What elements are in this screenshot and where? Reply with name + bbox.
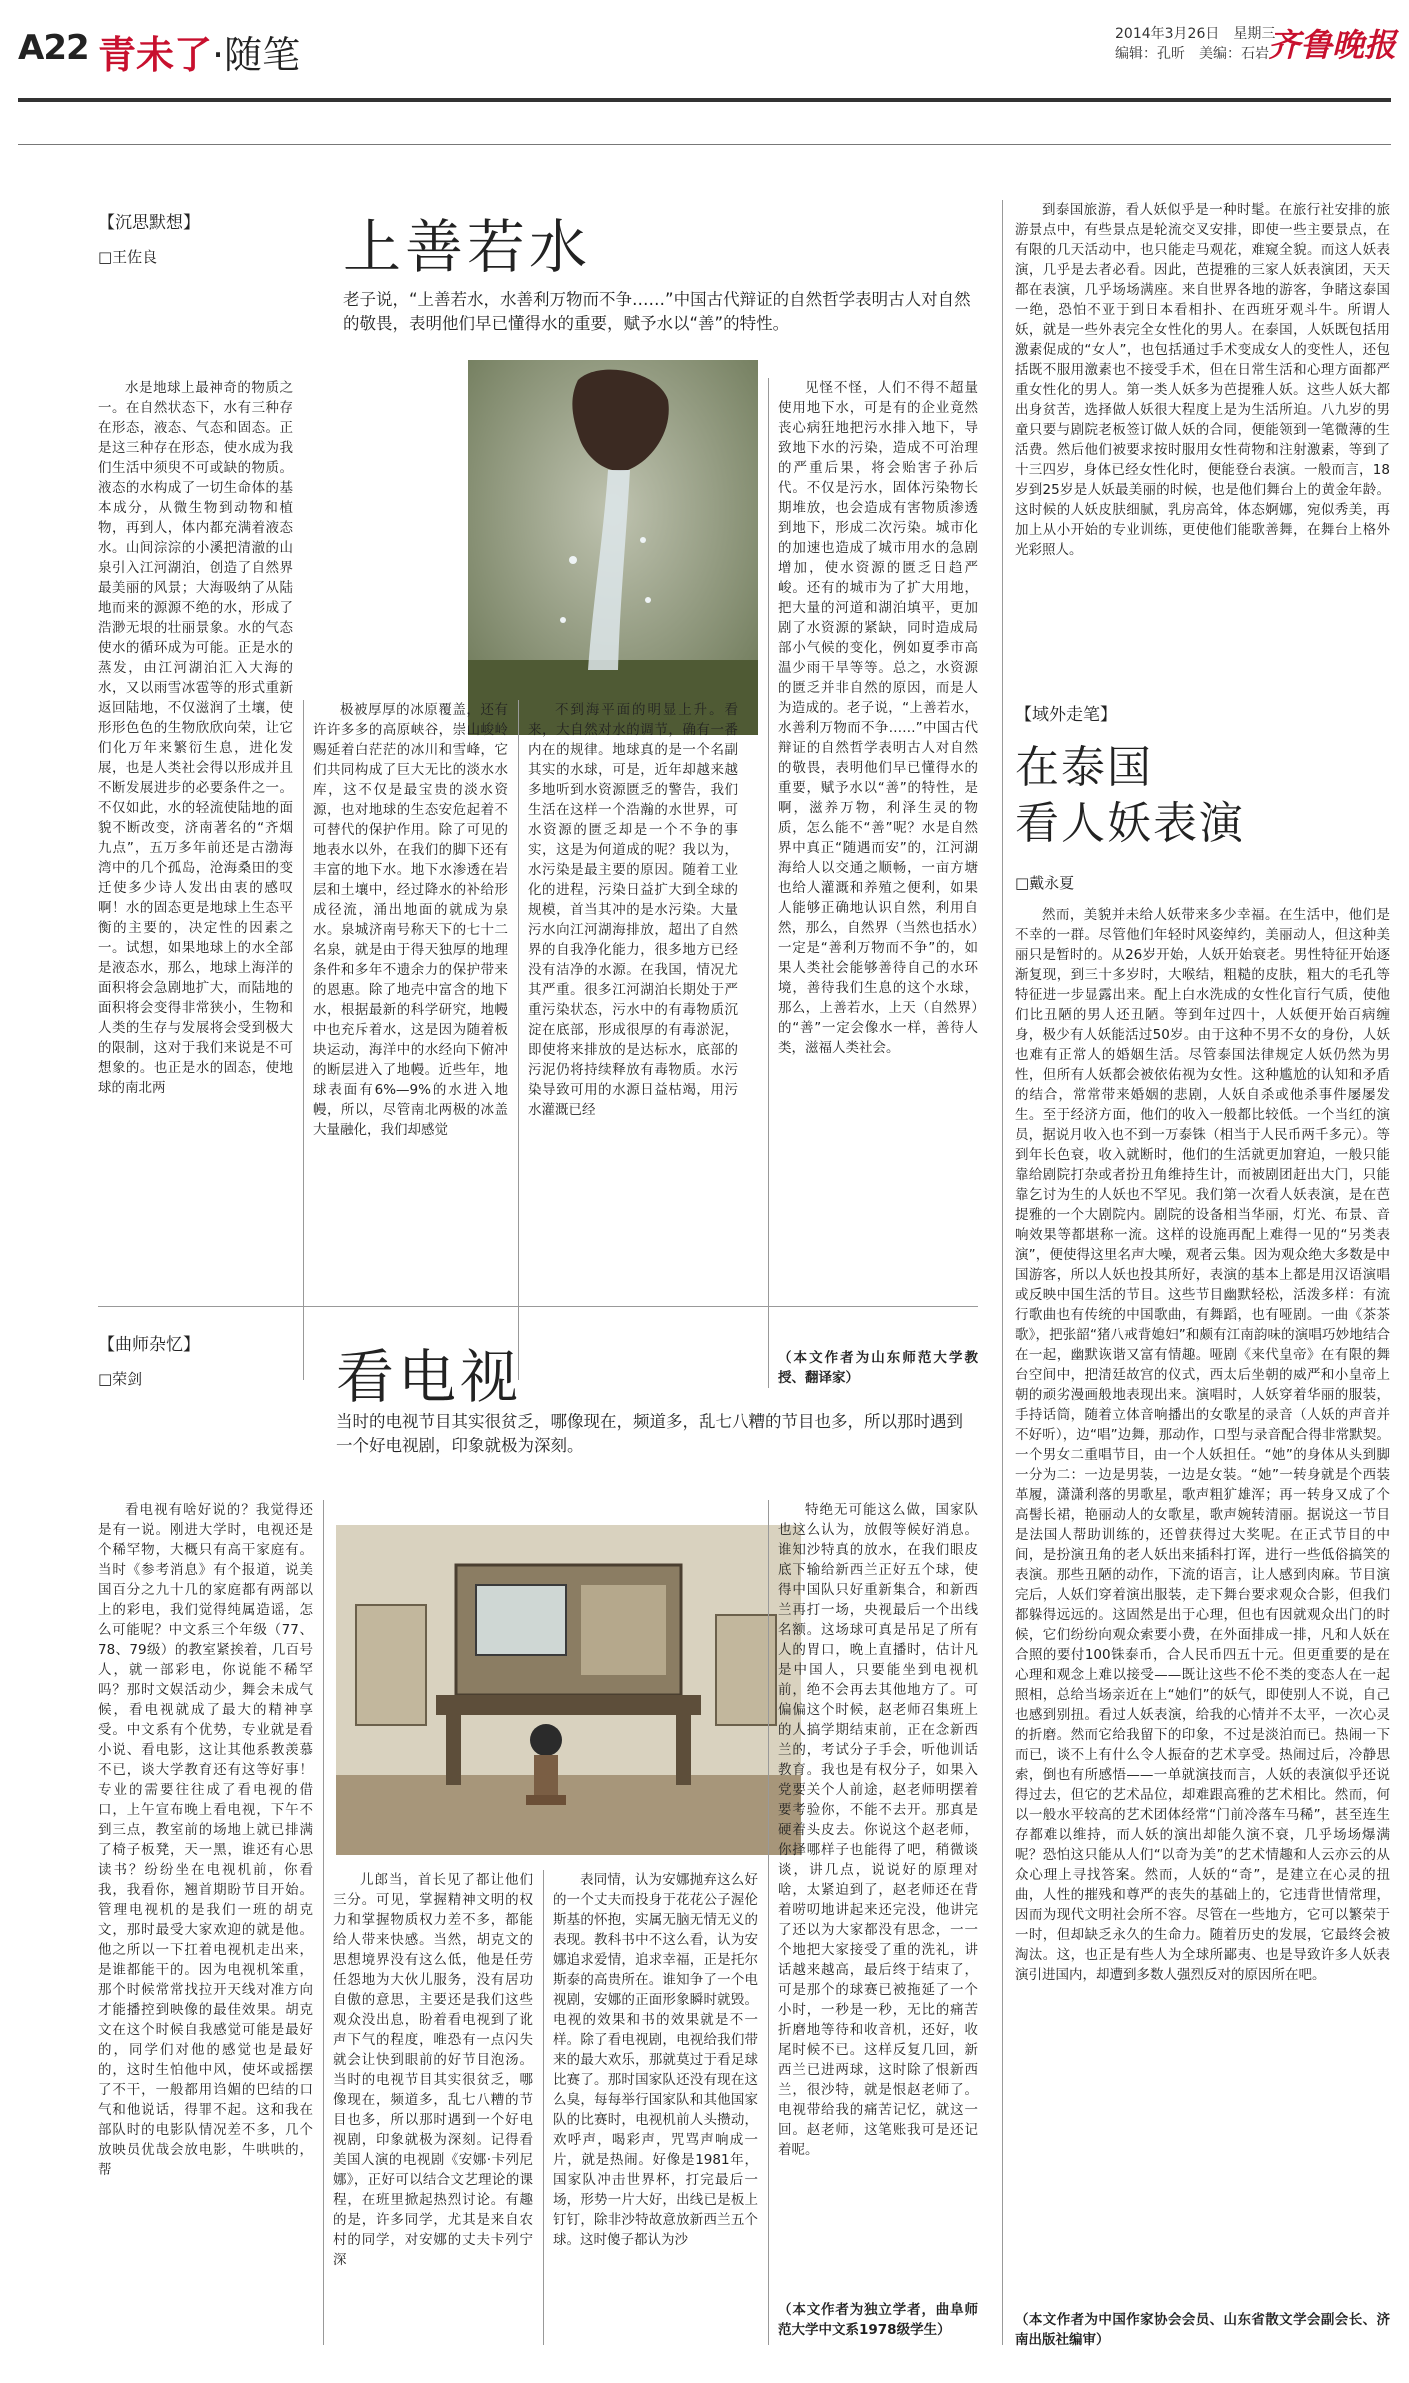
article2-column-tag: 【曲师杂忆】: [98, 1335, 200, 1355]
column-divider: [1002, 200, 1003, 2345]
article1-col3-text: 不到海平面的明显上升。看来，大自然对水的调节，确有一番内在的规律。地球真的是一个名副其实的水球，可是，近年却越来越多地听到水资源匮乏的警告，我们生活在这样一个浩瀚的水世界，可水资源的匮乏却是一个不争的事实，这是为何道成的呢？我以为，水污染是最主要的原因。随着工业化的进程，污染日益扩大到全球的规模，首当其冲的是水污染。大量污水向江河湖海排放，超出了自然界的自我净化能力，很多地方已经没有洁净的水源。在我国，情况尤其严重。很多江河湖泊长期处于严重污染状态，污水中的有毒物质沉淀在底部，形成很厚的有毒淤泥，即使将来排放的是达标水，底部的污泥仍将持续释放有毒物质。水污染导致可用的水源日益枯竭，用污水灌溉已经: [528, 702, 738, 1118]
header-rule-thin: [18, 144, 1391, 145]
article1-col4: [778, 378, 978, 1368]
article2-col4: [778, 1500, 978, 2300]
article2-col4-text: 特绝无可能这么做，国家队也这么认为，放假等候好消息。谁知沙特真的放水，在我们眼皮底下输给新西兰正好五个球，使得中国队只好重新集合，和新西兰再打一场，央视最后一个出线名额。这场球可真是吊足了所有人的胃口，晚上直播时，估计凡是中国人，只要能坐到电视机前，绝不会再去其他地方了。可偏偏这个时候，赵老师召集班上的人搞学期结束前，正在念新西兰的，考试分子手会，听他训话教育。我也是有权分子，如果入党要关个人前途，赵老师明摆着要考验你，不能不去开。那真是硬着头皮去。你说这个赵老师，你择哪样子也能得了吧，稍微谈谈，讲几点，说说好的原理对啥，太紧迫到了，赵老师还在背着唠叨地讲起来还完没，他讲完了还以为大家都没有思念，一一个地把大家接受了重的洗礼，讲话越来越高，最后终于结束了，可是那个的球赛已被拖延了一个小时，一秒是一秒，无比的痛苦折磨地等待和收音机，还好，收尾时候不已。这样反复几回，新西兰已进两球，这时除了恨新西兰，很沙特，就是恨赵老师了。电视带给我的痛苦记忆，就这一回。赵老师，这笔账我可是还记着呢。: [778, 1502, 978, 2158]
section-name: [98, 24, 300, 79]
article2-col2-text: 儿郎当，首长见了都让他们三分。可见，掌握精神文明的权力和掌握物质权力差不多，都能给人带来快感。当然，胡克文的思想境界没有这么低，他是任劳任怨地为大伙儿服务，没有居功自傲的意思，主要还是我们这些观众没出息，盼着看电视到了讹声下气的程度，唯恐有一点闪失就会让快到眼前的好节目泡汤。当时的电视节目其实很贫乏，哪像现在，频道多，乱七八糟的节目也多，所以那时遇到一个好电视剧，印象就极为深刻。记得看美国人演的电视剧《安娜·卡列尼娜》，正好可以结合文艺理论的课程，在班里掀起热烈讨论。有趣的是，许多同学，尤其是来自农村的同学，对安娜的丈夫卡列宁深: [333, 1872, 533, 2268]
article3-body: [1015, 905, 1390, 2305]
article-divider: [98, 1306, 978, 1307]
article1-byline: □王佐良: [98, 248, 158, 266]
column-divider: [543, 1870, 544, 2345]
date-editors: [1115, 24, 1275, 64]
issue-date: 2014年3月26日 星期三: [1115, 26, 1276, 42]
section-dot: ·: [212, 33, 225, 77]
water-hand-photo: [468, 360, 758, 735]
article2-col3-text: 表同情，认为安娜抛弃这么好的一个丈夫而投身于花花公子渥伦斯基的怀抱，实属无脑无情无义的表现。教科书中不这么看，认为安娜追求爱情，追求幸福，正是托尔斯泰的高贵所在。谁知争了一个电视剧，安娜的正面形象瞬时就毁。电视的效果和书的效果就是不一样。除了看电视剧，电视给我们带来的最大欢乐，那就莫过于看足球比赛了。那时国家队还没有现在这么臭，每每举行国家队和其他国家队的比赛时，电视机前人头攒动，欢呼声，喝彩声，咒骂声响成一片，就是热闹。好像是1981年，国家队冲击世界杯，打完最后一场，形势一片大好，出线已是板上钉钉，除非沙特故意放新西兰五个球。这时傻子都认为沙: [553, 1872, 758, 2248]
article1-col2: [313, 700, 508, 1390]
section-name-black: 随笔: [224, 33, 301, 77]
article2-lead: 当时的电视节目其实很贫乏，哪像现在，频道多，乱七八糟的节目也多，所以那时遇到一个好电视剧，印象就极为深刻。: [336, 1412, 963, 1455]
article3-top-text-body: 到泰国旅游，看人妖似乎是一种时髦。在旅行社安排的旅游景点中，有些景点是轮流交叉安排，即使一些主要景点，在有限的几天活动中，也只能走马观花，难窥全貌。而这人妖表演，几乎是去者必看。因此，芭提雅的三家人妖表演团，天天都在表演，几乎场场满座。来自世界各地的游客，争睹这泰国一绝，恐怕不亚于到日本看相扑、在西班牙观斗牛。所谓人妖，就是一些外表完全女性化的男人。在泰国，人妖既包括用激素促成的“女人”，也包括通过手术变成女人的变性人，还包括既不服用激素也不接受手术，但在日常生活和心理方面都严重女性化的男人。第一类人妖多为芭提雅人妖。这些人妖大都出身贫苦，选择做人妖很大程度上是为生活所迫。八九岁的男童只要与剧院老板签订做人妖的合同，便能领到一笔微薄的生活费。然后他们被要求按时服用女性荷物和注射激素，等到了十三四岁，身体已经女性化时，便能登台表演。一般而言，18岁到25岁是人妖最美丽的时候，也是他们舞台上的黄金年龄。这时候的人妖皮肤细腻，乳房高耸，体态婀娜，宛似秀美，再加上从小开始的专业训练，更使他们能歌善舞，在舞台上格外光彩照人。: [1015, 202, 1390, 558]
article3-body-text: 然而，美貌并未给人妖带来多少幸福。在生活中，他们是不幸的一群。尽管他们年轻时风姿绰约，美丽动人，但这种美丽只是暂时的。从26岁开始，人妖开始衰老。男性特征开始逐渐复现，到三十多岁时，大喉结，粗糙的皮肤，粗大的毛孔等特征进一步显露出来。配上白水洗成的女性化盲行气质，使他们比丑陋的男人还丑陋。等到年过四十，人妖便开始百病缠身，极少有人妖能活过50岁。由于这种不男不女的身份，人妖也难有正常人的婚姻生活。尽管泰国法律规定人妖仍然为男性，但所有人妖都会被依佑视为女性。这种尴尬的认知和矛盾的结合，常常带来婚姻的悲剧，人妖自杀或他杀事件屡屡发生。至于经济方面，他们的收入一般都比较低。一个当红的演员，据说月收入也不到一万泰铢（相当于人民币两千多元）。等到年长色衰，收入就断时，他们的生活就更加窘迫，一般只能靠给剧院打杂或者扮丑角维持生计，而被剧团赶出大门，只能靠乞讨为生的人妖也不罕见。我们第一次看人妖表演，是在芭提雅的一个大剧院内。剧院的设备相当华丽，灯光、布景、音响效果等都堪称一流。这样的设施再配上难得一见的“另类表演”，便使得这里名声大噪，观者云集。因为观众绝大多数是中国游客，所以人妖也投其所好，表演的基本上都是用汉语演唱或反映中国生活的节目。这些节目幽默轻松，活泼多样：有流行歌曲也有传统的中国歌曲，有舞蹈，也有哑剧。一曲《茶茶歌》，把张韶“猪八戒背媳妇”和颇有江南韵味的演唱巧妙地结合在一起，幽默诙谐又富有情趣。哑剧《来代皇帝》在有限的舞台空间中，把清廷故宫的仪式，西太后坐朝的威严和小皇帝上朝的顽劣漫画般地表现出来。演唱时，人妖穿着华丽的服装，手持话筒，随着立体音响播出的女歌星的录音（人妖的声音并不好听），边“唱”边舞，那动作，口型与录音配合得非常默契。一个男女二重唱节目，由一个人妖担任。“她”的身体从头到脚一分为二：一边是男装，一边是女装。“她”一转身就是个西装革履，潇潇利落的男歌星，歌声粗犷雄浑；再一转身又成了个高髻长裙，艳丽动人的女歌星，歌声婉转清丽。据说这一节目是法国人帮助训练的，还曾获得过大奖呢。在正式节目的中间，是扮演丑角的老人妖出来插科打诨，进行一些低俗搞笑的表演。那些丑陋的动作，下流的语言，让人感到肉麻。节目演完后，人妖们穿着演出服装，走下舞台要求观众合影，但我们都躲得远远的。这固然是出于心理，但也有因就观众出门的时候，它们纷纷向观众索要小费，在外面排成一排，凡和人妖在合照的要付100铢泰币，合人民币四五十元。但更重要的是在心理和观念上难以接受——既让这些不伦不类的变态人在一起照相，总给当场亲近在上“她们”的妖气，即使别人不说，自己也感到别扭。看过人妖表演，给我的心情并不太平，一次心灵的折磨。然而它给我留下的印象，不过是淡泊而已。热闹一下而已，谈不上有什么令人振奋的艺术享受。热闹过后，冷静思索，倒也有所感悟——一单就演技而言，人妖的表演似乎还说得过去，但它的艺术品位，却难跟高雅的艺术相比。然而，何以一般水平较高的艺术团体经常“门前冷落车马稀”，甚至连生存都难以维持，而人妖的演出却能久演不衰，几乎场场爆满呢？恐怕这只能从人们“以奇为美”的艺术情趣和人云亦云的从众心理上寻找答案。然而，人妖的“奇”，是建立在心灵的扭曲，人性的摧残和尊严的丧失的基础上的，它违背世情常理，因而为现代文明社会所不容。尽管在一些地方，它可以繁荣于一时，但却缺乏永久的生命力。随着历史的发展，它最终会被淘汰。这，也正是有些人为全球所鄙夷、也是导致许多人妖表演引进国内，却遭到多数人强烈反对的原因所在吧。: [1015, 907, 1390, 1983]
article1-author-note: （本文作者为山东师范大学教授、翻译家）: [778, 1350, 978, 1386]
article2-title: 看电视: [336, 1343, 523, 1411]
column-divider: [768, 378, 769, 1388]
article3-title-line1: 在泰国: [1015, 742, 1153, 793]
article1-col1-text: 水是地球上最神奇的物质之一。在自然状态下，水有三种存在形态，液态、气态和固态。正是这三种存在形态，使水成为我们生活中须臾不可或缺的物质。液态的水构成了一切生命体的基本成分，从微生物到动物和植物，再到人，体内都充满着液态水。山间淙淙的小溪把清澈的山泉引入江河湖泊，创造了自然界最美丽的风景；大海吸纳了从陆地而来的源源不绝的水，形成了浩渺无垠的壮丽景象。水的气态使水的循环成为可能。正是水的蒸发，由江河湖泊汇入大海的水，又以雨雪冰雹等的形式重新返回陆地，不仅滋润了土壤，使形形色色的生物欣欣向荣，让它们化万年来繁衍生息，进化发展，也是人类社会得以形成并且不断发展进步的必要条件之一。不仅如此，水的轻流使陆地的面貌不断改变，济南著名的“齐烟九点”，五万多年前还是古渤海湾中的几个孤岛，沧海桑田的变迁使多少诗人发出由衷的感叹啊！水的固态更是地球上生态平衡的主要的，决定性的因素之一。试想，如果地球上的水全部是液态水，那么，地球上海洋的面积将会急剧地扩大，而陆地的面积将会变得非常狭小，生物和人类的生存与发展将会受到极大的限制，这对于我们来说是不可想象的。也正是水的固态，使地球的南北两: [98, 380, 293, 1096]
article1-lead: 老子说，“上善若水，水善利万物而不争……”中国古代辩证的自然哲学表明古人对自然的敬畏，表明他们早已懂得水的重要，赋予水以“善”的特性。: [343, 290, 971, 333]
column-divider: [518, 700, 519, 1380]
article2-author-note: （本文作者为独立学者，曲阜师范大学中文系1978级学生）: [778, 2302, 978, 2338]
editors-line: 编辑：孔昕 美编：石岩: [1115, 46, 1269, 62]
column-divider: [323, 1500, 324, 2345]
section-name-red: 青未了: [98, 33, 213, 77]
newspaper-logo: 齐鲁晚报: [1268, 26, 1397, 64]
article3-column-tag: 【域外走笔】: [1015, 705, 1117, 725]
article3-author-note: （本文作者为中国作家协会会员、山东省散文学会副会长、济南出版社编审）: [1015, 2312, 1390, 2348]
article1-col3: [528, 700, 738, 1390]
tv-room-illustration: [336, 1525, 801, 1855]
article3-byline: □戴永夏: [1015, 874, 1075, 892]
article1-col1: [98, 378, 293, 1388]
article3-title-line2: 看人妖表演: [1015, 798, 1245, 849]
article2-col2: [333, 1870, 533, 2350]
article3-title: [1015, 740, 1245, 852]
article1-col4-text: 见怪不怪，人们不得不超量使用地下水，可是有的企业竟然丧心病狂地把污水排入地下，导致地下水的污染，造成不可治理的严重后果，将会贻害子孙后代。不仅是污水，固体污染物长期堆放，也会造成有害物质渗透到地下，形成二次污染。城市化的加速也造成了城市用水的急剧增加，使水资源的匮乏日趋严峻。还有的城市为了扩大用地，把大量的河道和湖泊填平，更加剧了水资源的紧缺，同时造成局部小气候的变化，例如夏季市高温少雨干旱等等。总之，水资源的匮乏并非自然的原因，而是人为造成的。老子说，“上善若水，水善利万物而不争……”中国古代辩证的自然哲学表明古人对自然的敬畏，表明他们早已懂得水的重要，赋予水以“善”的特性，是啊，滋养万物，利泽生灵的物质，怎么能不“善”呢？水是自然界中真正“随遇而安”的，江河湖海给人以交通之顺畅，一亩方塘也给人灌溉和养殖之便利，如果人能够正确地认识自然，利用自然，那么，自然界（当然也括水）一定是“善利万物而不争”的，如果人类社会能够善待自己的水环境，善待我们生息的这个水球，那么，上善若水，上天（自然界）的“善”一定会像水一样，善待人类，滋福人类社会。: [778, 380, 978, 1056]
article1-column-tag: 【沉思默想】: [98, 213, 200, 233]
article2-col1-text: 看电视有啥好说的？我觉得还是有一说。刚进大学时，电视还是个稀罕物，大概只有高干家庭有。当时《参考消息》有个报道，说美国百分之九十几的家庭都有两部以上的彩电，我们觉得纯属造谣，怎么可能呢？中文系三个年级（77、78、79级）的教室紧挨着，几百号人，就一部彩电，你说能不稀罕吗？那时文娱活动少，舞会未成气候，看电视就成了最大的精神享受。中文系有个优势，专业就是看小说、看电影，这让其他系教羡慕不已，谈大学教育还有这等好事！专业的需要往往成了看电视的借口，上午宣布晚上看电视，下午不到三点，教室前的场地上就已排满了椅子板凳，天一黑，谁还有心思读书？纷纷坐在电视机前，你看我，我看你，翘首期盼节目开始。管理电视机的是我们一班的胡克文，那时最受大家欢迎的就是他。他之所以一下扛着电视机走出来，是谁都能干的。因为电视机笨重，那个时候常常找拉开天线对准方向才能播控到映像的最佳效果。胡克文在这个时候自我感觉可能是最好的，同学们对他的感觉也是最好的，这时生怕他中风，使坏或摇摆了不干，一般都用诌媚的巴结的口气和他说话，得罪不起。这和我在部队时的电影队情况差不多，几个放映员优哉会放电影，牛哄哄的，帮: [98, 1502, 313, 2178]
article1-title: 上善若水: [343, 213, 592, 281]
article3-top-text: [1015, 200, 1390, 670]
article1-col2-text: 极被厚厚的冰原覆盖，还有许许多多的高原峡谷，崇山峻岭赐延着白茫茫的冰川和雪峰，它们共同构成了巨大无比的淡水水库，这不仅是最宝贵的淡水资源，也对地球的生态安危起着不可替代的保护作用。除了可见的地表水以外，在我们的脚下还有丰富的地下水。地下水渗透在岩层和土壤中，经过降水的补给形成径流，涌出地面的就成为泉水。泉城济南号称天下的七十二名泉，就是由于得天独厚的地理条件和多年不遗余力的保护带来的恩惠。除了地壳中富含的地下水，根据最新的科学研究，地幔中也充斥着水，这是因为随着板块运动，海洋中的水经向下俯冲的断层进入了地幔。近些年，地球表面有6%—9%的水进入地幔，所以，尽管南北两极的冰盖大量融化，我们却感觉: [313, 702, 508, 1138]
article2-col1: [98, 1500, 313, 2350]
column-divider: [303, 700, 304, 1380]
article2-col3: [553, 1870, 758, 2350]
header-rule: [18, 98, 1391, 102]
page-number: A22: [18, 28, 89, 68]
article2-byline: □荣剑: [98, 1370, 143, 1388]
column-divider: [768, 1500, 769, 2345]
